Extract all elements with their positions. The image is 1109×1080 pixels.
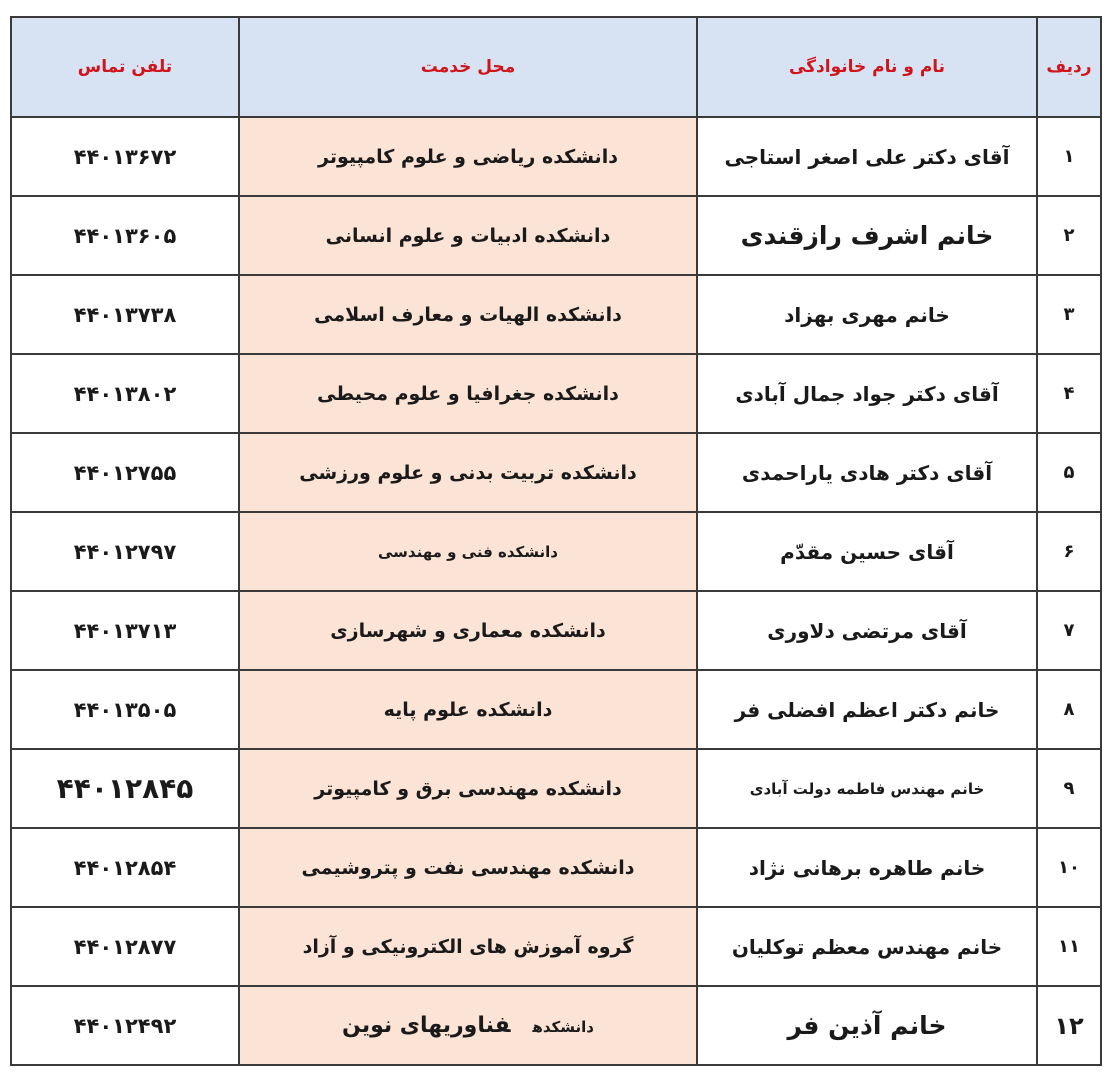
phone-number: ۴۴۰۱۳۶۰۵ <box>11 196 239 275</box>
row-number: ۴ <box>1037 354 1101 433</box>
row-number: ۱۲ <box>1037 986 1101 1065</box>
header-workplace: محل خدمت <box>239 17 697 117</box>
workplace: گروه آموزش های الکترونیکی و آزاد <box>239 907 697 986</box>
workplace: دانشکده تربیت بدنی و علوم ورزشی <box>239 433 697 512</box>
header-row <box>11 17 1101 117</box>
table-row <box>11 670 1101 749</box>
table-row <box>11 354 1101 433</box>
phone-number: ۴۴۰۱۲۴۹۲ <box>11 986 239 1065</box>
phone-number: ۴۴۰۱۳۶۷۲ <box>11 117 239 196</box>
full-name: آقای دکتر هادی یاراحمدی <box>697 433 1037 512</box>
workplace: دانشکده معماری و شهرسازی <box>239 591 697 670</box>
workplace: دانشکده مهندسی نفت و پتروشیمی <box>239 828 697 907</box>
header-full-name: نام و نام خانوادگی <box>697 17 1037 117</box>
full-name: خانم طاهره برهانی نژاد <box>697 828 1037 907</box>
phone-number: ۴۴۰۱۲۸۵۴ <box>11 828 239 907</box>
row-number: ۱ <box>1037 117 1101 196</box>
row-number: ۳ <box>1037 275 1101 354</box>
table-row <box>11 749 1101 828</box>
full-name: خانم مهندس فاطمه دولت آبادی <box>697 749 1037 828</box>
full-name: آقای حسین مقدّم <box>697 512 1037 591</box>
workplace: دانشکده مهندسی برق و کامپیوتر <box>239 749 697 828</box>
workplace: دانشکده جغرافیا و علوم محیطی <box>239 354 697 433</box>
row-number: ۱۱ <box>1037 907 1101 986</box>
table-row <box>11 275 1101 354</box>
full-name: خانم دکتر اعظم افضلی فر <box>697 670 1037 749</box>
full-name: خانم مهری بهزاد <box>697 275 1037 354</box>
workplace: دانشکده الهیات و معارف اسلامی <box>239 275 697 354</box>
phone-number: ۴۴۰۱۲۸۴۵ <box>11 749 239 828</box>
workplace-main: فناوریهای نوین <box>342 1013 511 1038</box>
phone-number: ۴۴۰۱۳۷۳۸ <box>11 275 239 354</box>
workplace-prefix: دانشکده <box>532 1018 594 1036</box>
full-name: آقای دکتر علی اصغر استاجی <box>697 117 1037 196</box>
table-row <box>11 433 1101 512</box>
workplace <box>239 986 697 1065</box>
full-name: خانم آذین فر <box>697 986 1037 1065</box>
table-row <box>11 986 1101 1065</box>
table-row <box>11 591 1101 670</box>
full-name: خانم اشرف رازقندی <box>697 196 1037 275</box>
table-row <box>11 196 1101 275</box>
workplace: دانشکده فنی و مهندسی <box>239 512 697 591</box>
row-number: ۹ <box>1037 749 1101 828</box>
full-name: آقای مرتضی دلاوری <box>697 591 1037 670</box>
workplace: دانشکده ریاضی و علوم کامپیوتر <box>239 117 697 196</box>
workplace: دانشکده علوم پایه <box>239 670 697 749</box>
phone-number: ۴۴۰۱۳۵۰۵ <box>11 670 239 749</box>
row-number: ۷ <box>1037 591 1101 670</box>
header-phone: تلفن تماس <box>11 17 239 117</box>
contacts-table <box>10 16 1102 1066</box>
table-row <box>11 828 1101 907</box>
row-number: ۱۰ <box>1037 828 1101 907</box>
phone-number: ۴۴۰۱۳۷۱۳ <box>11 591 239 670</box>
row-number: ۸ <box>1037 670 1101 749</box>
table-row <box>11 117 1101 196</box>
row-number: ۲ <box>1037 196 1101 275</box>
table-row <box>11 512 1101 591</box>
phone-number: ۴۴۰۱۲۷۵۵ <box>11 433 239 512</box>
workplace: دانشکده ادبیات و علوم انسانی <box>239 196 697 275</box>
table-row <box>11 907 1101 986</box>
full-name: آقای دکتر جواد جمال آبادی <box>697 354 1037 433</box>
phone-number: ۴۴۰۱۲۸۷۷ <box>11 907 239 986</box>
header-row-number: ردیف <box>1037 17 1101 117</box>
full-name: خانم مهندس معظم توکلیان <box>697 907 1037 986</box>
phone-number: ۴۴۰۱۳۸۰۲ <box>11 354 239 433</box>
row-number: ۵ <box>1037 433 1101 512</box>
row-number: ۶ <box>1037 512 1101 591</box>
phone-number: ۴۴۰۱۲۷۹۷ <box>11 512 239 591</box>
